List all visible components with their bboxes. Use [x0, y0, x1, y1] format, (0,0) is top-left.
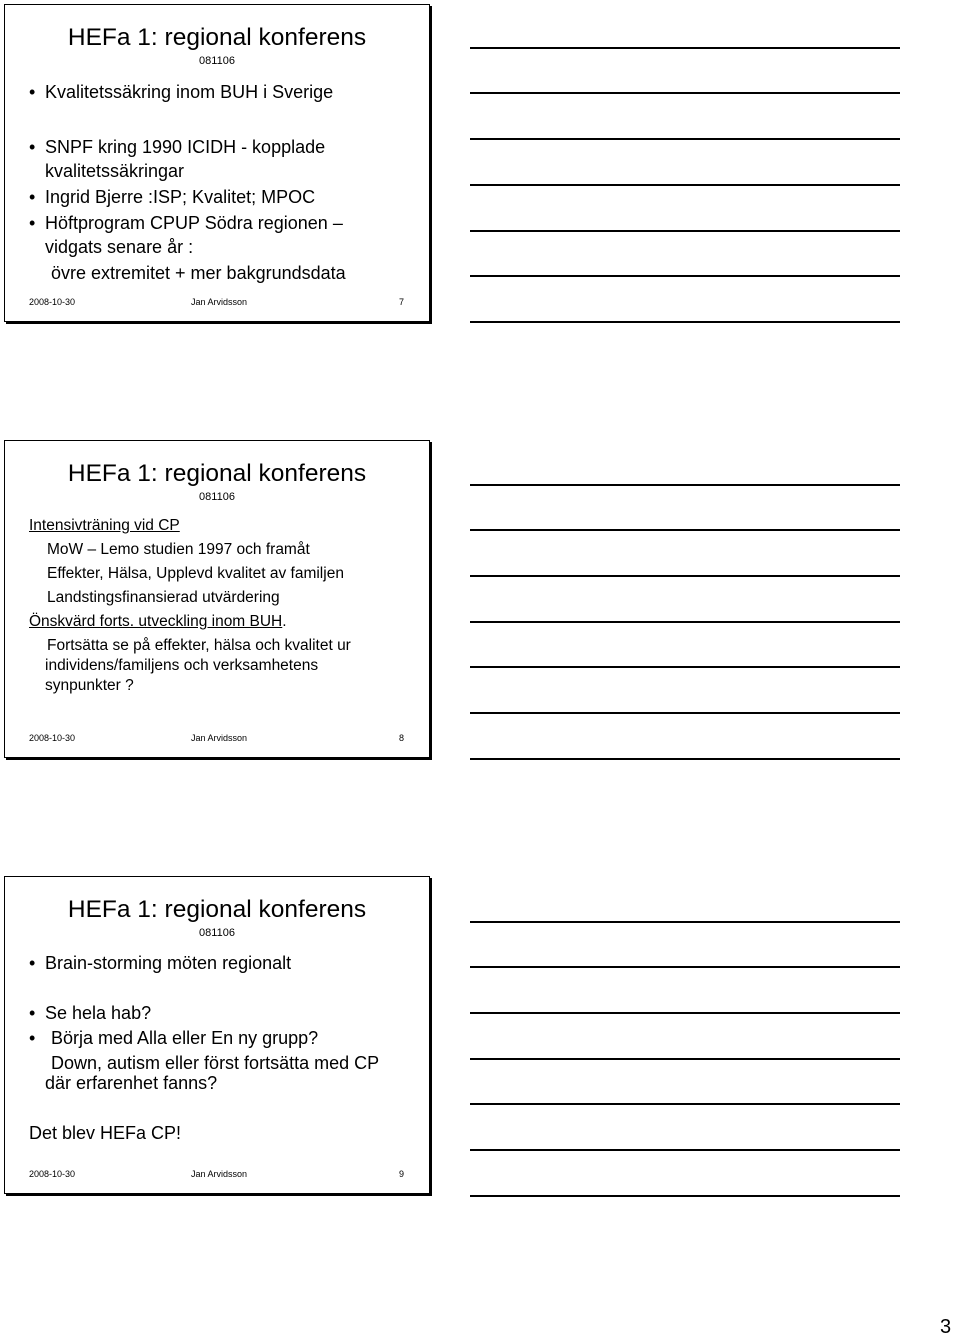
- bullet-icon: •: [29, 1028, 36, 1048]
- footer-slide-number: 9: [399, 1169, 405, 1179]
- note-line: [470, 758, 900, 760]
- note-line: [470, 184, 900, 186]
- footer-author: Jan Arvidsson: [191, 297, 248, 307]
- note-line: [470, 921, 900, 923]
- note-line: [470, 966, 900, 968]
- note-line: [470, 484, 900, 486]
- footer-date: 2008-10-30: [29, 297, 76, 307]
- note-line: [470, 712, 900, 714]
- note-line: [470, 47, 900, 49]
- note-line: [470, 621, 900, 623]
- bullet-icon: •: [29, 137, 36, 157]
- page-number: 3: [940, 1316, 952, 1338]
- body-text: Landstingsfinansierad utvärdering: [47, 589, 280, 606]
- note-line: [470, 575, 900, 577]
- footer-date: 2008-10-30: [29, 733, 76, 743]
- note-line: [470, 666, 900, 668]
- slide-8: [4, 440, 430, 758]
- body-text: MoW – Lemo studien 1997 och framåt: [47, 541, 310, 558]
- bullet-text: Brain-storming möten regionalt: [45, 953, 292, 973]
- bullet-text: Kvalitetssäkring inom BUH i Sverige: [45, 82, 334, 102]
- heading-period: .: [282, 613, 287, 630]
- body-text: Down, autism eller först fortsätta med CP: [51, 1053, 380, 1073]
- slide-title: HEFa 1: regional konferens: [67, 896, 367, 923]
- body-text-continued: där erfarenhet fanns?: [45, 1073, 218, 1093]
- section-heading: Intensivträning vid CP: [29, 517, 180, 534]
- bullet-text: Höftprogram CPUP Södra regionen –: [45, 213, 343, 233]
- slide-date: 081106: [199, 55, 235, 67]
- footer-slide-number: 8: [399, 733, 405, 743]
- body-text: Fortsätta se på effekter, hälsa och kvalitet ur: [47, 637, 351, 654]
- note-line: [470, 1103, 900, 1105]
- conclusion-text: Det blev HEFa CP!: [29, 1123, 182, 1143]
- slide-title: HEFa 1: regional konferens: [67, 460, 367, 487]
- bullet-text: Börja med Alla eller En ny grupp?: [51, 1028, 319, 1048]
- slide-date: 081106: [199, 491, 235, 503]
- bullet-icon: •: [29, 1003, 36, 1023]
- bullet-text: SNPF kring 1990 ICIDH - kopplade: [45, 137, 326, 157]
- note-line: [470, 230, 900, 232]
- slide-7: [4, 4, 430, 322]
- slide-date: 081106: [199, 927, 235, 939]
- note-line: [470, 138, 900, 140]
- slide-title: HEFa 1: regional konferens: [67, 24, 367, 51]
- bullet-text-continued: vidgats senare år :: [45, 237, 194, 257]
- footer-author: Jan Arvidsson: [191, 1169, 248, 1179]
- slide-9: [4, 876, 430, 1194]
- bullet-icon: •: [29, 213, 36, 233]
- bullet-icon: •: [29, 82, 36, 102]
- note-line: [470, 529, 900, 531]
- section-heading-row: [29, 612, 287, 632]
- body-text: Effekter, Hälsa, Upplevd kvalitet av familjen: [47, 565, 344, 582]
- note-line: [470, 92, 900, 94]
- body-text-continued: synpunkter ?: [45, 677, 134, 694]
- bullet-text: Ingrid Bjerre :ISP; Kvalitet; MPOC: [45, 187, 316, 207]
- bullet-text-continued: övre extremitet + mer bakgrundsdata: [51, 263, 346, 283]
- footer-slide-number: 7: [399, 297, 405, 307]
- bullet-icon: •: [29, 187, 36, 207]
- footer-date: 2008-10-30: [29, 1169, 76, 1179]
- note-line: [470, 1012, 900, 1014]
- bullet-text-continued: kvalitetssäkringar: [45, 161, 185, 181]
- note-line: [470, 1149, 900, 1151]
- note-line: [470, 275, 900, 277]
- bullet-icon: •: [29, 953, 36, 973]
- note-line: [470, 321, 900, 323]
- note-line: [470, 1195, 900, 1197]
- note-line: [470, 1058, 900, 1060]
- body-text-continued: individens/familjens och verksamhetens: [45, 657, 319, 674]
- bullet-text: Se hela hab?: [45, 1003, 152, 1023]
- section-heading: Önskvärd forts. utveckling inom BUH: [29, 613, 283, 630]
- footer-author: Jan Arvidsson: [191, 733, 248, 743]
